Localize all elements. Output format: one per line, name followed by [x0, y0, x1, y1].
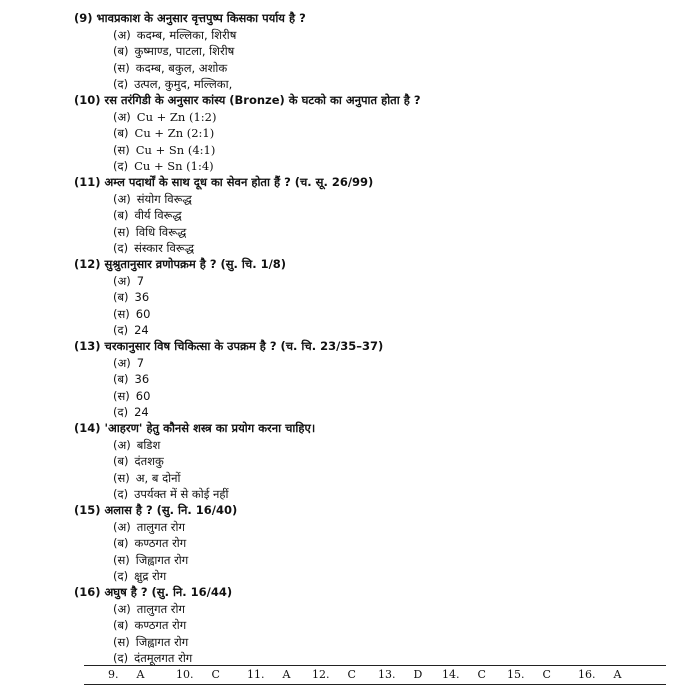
option-label: (द) [113, 569, 129, 583]
option-label: (स) [113, 389, 130, 403]
option-a [113, 109, 216, 125]
option-a [113, 27, 236, 43]
option-label: (ब) [113, 536, 129, 550]
option-text: 36 [134, 290, 150, 304]
option-text: कदम्ब, बकुल, अशोक [135, 61, 228, 75]
option-label: (स) [113, 635, 130, 649]
question-text: (14) 'आहरण' हेतु कौनसे शस्त्र का प्रयोग करना चाहिए। [74, 421, 316, 435]
option-label: (ब) [113, 618, 129, 632]
option-text: कण्ठगत रोग [134, 536, 187, 550]
question-text: (15) अलास है ? (सु. नि. 16/40) [74, 503, 238, 517]
option-text: संस्कार विरूद्ध [134, 241, 195, 255]
option-label: (द) [113, 159, 129, 173]
option-label: (स) [113, 471, 130, 485]
option-label: (अ) [113, 356, 131, 370]
option-d [113, 158, 214, 174]
option-text: संयोग विरूद्ध [136, 192, 192, 206]
option-c [113, 60, 227, 76]
question-text: (9) भावप्रकाश के अनुसार वृत्तपुष्प किसका पर्याय है ? [74, 11, 306, 25]
option-c [113, 634, 188, 650]
answer-item [312, 666, 356, 684]
question-text: (11) अम्ल पदार्थों के साथ दूध का सेवन होता हैं ? (च. सू. 26/99) [74, 175, 374, 189]
option-d [113, 568, 166, 584]
option-text: 7 [136, 356, 145, 370]
option-b [113, 453, 164, 469]
option-b [113, 371, 149, 387]
answer-number: 11. [247, 668, 265, 681]
answer-item [442, 666, 486, 684]
option-label: (ब) [113, 44, 129, 58]
option-label: (अ) [113, 28, 131, 42]
option-c [113, 306, 150, 322]
option-label: (द) [113, 323, 129, 337]
option-label: (स) [113, 143, 130, 157]
option-a [113, 273, 144, 289]
option-label: (ब) [113, 372, 129, 386]
option-d [113, 404, 149, 420]
option-label: (स) [113, 61, 130, 75]
answer-item [507, 666, 551, 684]
option-text: दंतशकु [134, 454, 164, 468]
option-label: (ब) [113, 290, 129, 304]
option-label: (द) [113, 405, 129, 419]
answer-item [108, 666, 144, 684]
option-a [113, 437, 160, 453]
answer-number: 13. [378, 668, 396, 681]
option-a [113, 355, 144, 371]
option-c [113, 470, 181, 486]
answer-letter: C [542, 668, 551, 681]
option-text: 36 [134, 372, 150, 386]
option-d [113, 486, 229, 502]
option-label: (द) [113, 651, 129, 665]
option-text: दंतमूलगत रोग [134, 651, 193, 665]
option-text: विधि विरूद्ध [135, 225, 187, 239]
answer-letter: A [282, 668, 291, 681]
answer-letter: C [347, 668, 356, 681]
option-text: Cu + Zn (1:2) [136, 110, 217, 124]
option-label: (स) [113, 307, 130, 321]
option-text: जिह्वागत रोग [135, 553, 189, 567]
option-text: Cu + Sn (4:1) [135, 143, 216, 157]
answer-item [176, 666, 220, 684]
answer-item [578, 666, 621, 684]
option-text: 7 [136, 274, 145, 288]
option-text: वीर्य विरूद्ध [134, 208, 182, 222]
option-label: (ब) [113, 208, 129, 222]
option-text: Cu + Zn (2:1) [134, 126, 215, 140]
option-text: 60 [135, 389, 151, 403]
answer-number: 12. [312, 668, 330, 681]
option-label: (द) [113, 77, 129, 91]
option-text: तालुगत रोग [136, 520, 185, 534]
option-text: बडिश [136, 438, 161, 452]
answer-letter: C [477, 668, 486, 681]
option-b [113, 207, 182, 223]
option-a [113, 601, 185, 617]
option-d [113, 240, 194, 256]
option-text: क्षुद्र रोग [134, 569, 167, 583]
option-d [113, 76, 232, 92]
option-text: तालुगत रोग [136, 602, 185, 616]
option-b [113, 125, 214, 141]
option-d [113, 322, 149, 338]
option-label: (अ) [113, 438, 131, 452]
option-b [113, 617, 186, 633]
option-label: (ब) [113, 126, 129, 140]
answer-letter: D [413, 668, 423, 681]
option-d [113, 650, 192, 666]
option-b [113, 535, 186, 551]
answer-number: 10. [176, 668, 194, 681]
option-label: (अ) [113, 602, 131, 616]
option-text: कण्ठगत रोग [134, 618, 187, 632]
question-text: (10) रस तरंगिडी के अनुसार कांस्य (Bronze) के घटको का अनुपात होता है ? [74, 93, 421, 107]
option-text: 24 [134, 323, 149, 337]
option-c [113, 142, 215, 158]
answer-number: 14. [442, 668, 460, 681]
option-b [113, 289, 149, 305]
option-label: (स) [113, 225, 130, 239]
option-a [113, 519, 185, 535]
option-c [113, 552, 188, 568]
option-text: कदम्ब, मल्लिका, शिरीष [136, 28, 237, 42]
option-text: 24 [134, 405, 149, 419]
option-text: जिह्वागत रोग [135, 635, 189, 649]
option-text: उत्पल, कुमुद, मल्लिका, [134, 77, 233, 91]
question-text: (16) अघुष है ? (सु. नि. 16/44) [74, 585, 233, 599]
option-text: अ, ब दोनों [135, 471, 181, 485]
answer-number: 9. [108, 668, 119, 681]
option-label: (अ) [113, 110, 131, 124]
option-label: (अ) [113, 520, 131, 534]
option-text: उपर्यक्त में से कोई नहीं [134, 487, 229, 501]
option-label: (स) [113, 553, 130, 567]
answer-number: 15. [507, 668, 525, 681]
option-c [113, 388, 150, 404]
answer-key [84, 666, 666, 684]
option-c [113, 224, 186, 240]
option-label: (द) [113, 487, 129, 501]
option-label: (अ) [113, 192, 131, 206]
option-b [113, 43, 234, 59]
option-text: 60 [135, 307, 151, 321]
option-a [113, 191, 192, 207]
option-text: Cu + Sn (1:4) [134, 159, 214, 173]
answer-letter: A [136, 668, 145, 681]
answer-item [378, 666, 422, 684]
option-text: कुष्माण्ड, पाटला, शिरीष [134, 44, 235, 58]
answer-letter: A [613, 668, 622, 681]
answer-number: 16. [578, 668, 596, 681]
option-label: (ब) [113, 454, 129, 468]
answer-letter: C [211, 668, 220, 681]
option-label: (द) [113, 241, 129, 255]
question-text: (13) चरकानुसार विष चिकित्सा के उपक्रम है ? (च. चि. 23/35–37) [74, 339, 384, 353]
option-label: (अ) [113, 274, 131, 288]
question-text: (12) सुश्रुतानुसार व्रणोपक्रम है ? (सु. चि. 1/8) [74, 257, 287, 271]
answer-item [247, 666, 290, 684]
